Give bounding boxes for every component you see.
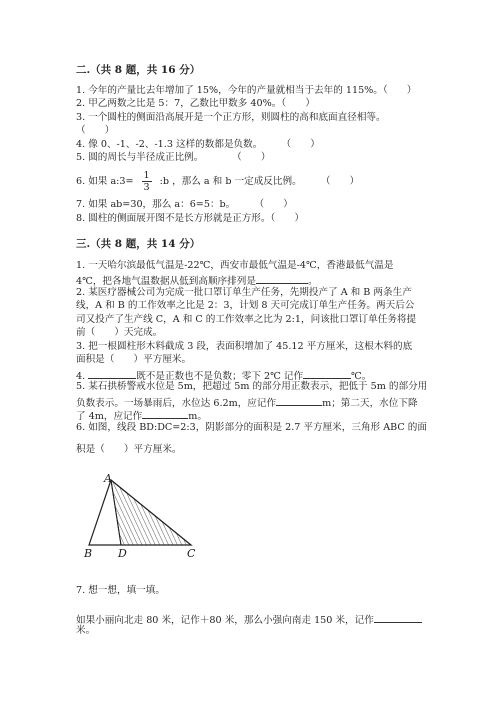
s3-q1-text: 4℃，把各地气温数据从低到高顺序排列是 — [76, 276, 256, 287]
s3-q5-text-2: m；第二天，水位下降 — [322, 398, 418, 409]
s2-q6-prefix: 6. 如果 a:3= — [76, 176, 134, 187]
fraction-denominator: 3 — [143, 182, 150, 193]
s2-question-6 — [76, 170, 359, 194]
s3-question-3-line-2: 面积是（ ）平方厘米。 — [76, 354, 192, 365]
s3-q4-number: 4. — [76, 371, 89, 382]
s3-q5-text: 负数表示。一场暴雨后，水位达 6.2m，应记作 — [76, 398, 277, 409]
s3-q5-text-3: 了 4m，应记作 — [76, 411, 143, 422]
section-2-title: 二.（共 8 题，共 16 分） — [76, 64, 201, 76]
s3-q4-text: 既不是正数也不是负数；零下 2℃ 记作 — [136, 371, 304, 382]
s2-question-1: 1. 今年的产量比去年增加了 15%，今年的产量就相当于去年的 115%。（ ） — [76, 85, 417, 96]
s3-question-7-text — [76, 612, 422, 627]
s3-question-2-line-3: 司又投产了生产线 C，A 和 C 的工作效率之比为 2:1，问该批口罩订单任务将提 — [76, 314, 417, 325]
section-3-title: 三.（共 8 题，共 14 分） — [76, 238, 201, 250]
s3-question-5: 5. 某石拱桥警戒水位是 5m，把超过 5m 的部分用正数表示，把低于 5m 的部分用 — [76, 381, 428, 392]
s3-question-3: 3. 把一根圆柱形木料截成 3 段，表面积增加了 45.12 平方厘米，这根木料的底 — [76, 341, 413, 352]
answer-blank[interactable] — [88, 368, 136, 379]
label-C: C — [187, 547, 196, 560]
s3-q1-end: 。 — [307, 276, 318, 287]
s3-question-2-line-4: 前（ ）天完成。 — [76, 327, 163, 338]
triangle-figure — [76, 470, 206, 560]
answer-blank[interactable] — [256, 273, 308, 284]
s3-question-1-line-2 — [76, 273, 318, 288]
answer-blank[interactable] — [142, 408, 188, 419]
s3-question-7-text-2: 米。 — [76, 625, 96, 636]
s2-question-5: 5. 圆的周长与半径成正比例。 （ ） — [76, 152, 271, 163]
s3-question-2-line-2: 线，A 和 B 的工作效率之比是 2：3，计划 8 天可完成订单生产任务。两天后公 — [76, 300, 415, 311]
s2-question-8: 8. 圆柱的侧面展开图不是长方形就是正方形。（ ） — [76, 213, 305, 224]
s2-question-2: 2. 甲乙两数之比是 5：7，乙数比甲数多 40%。（ ） — [76, 98, 315, 109]
s3-q7-text: 如果小丽向北走 80 米，记作＋80 米，那么小强向南走 150 米，记作 — [76, 615, 374, 626]
s3-question-2: 2. 某医疗器械公司为完成一批口罩订单生产任务，先期投产了 A 和 B 两条生产 — [76, 287, 412, 298]
answer-blank[interactable] — [303, 368, 351, 379]
answer-blank[interactable] — [276, 395, 322, 406]
s2-question-3-paren: （ ） — [76, 125, 115, 136]
s3-question-5-line-3 — [76, 408, 207, 423]
fraction-one-third — [142, 170, 152, 193]
s2-question-7: 7. 如果 ab=30，那么 a：6=5：b。 （ ） — [76, 199, 293, 210]
fraction-numerator: 1 — [143, 170, 150, 181]
s3-question-7: 7. 想一想，填一填。 — [76, 585, 165, 596]
s2-question-4: 4. 像 0、-1、-2、-1.3 这样的数都是负数。 （ ） — [76, 139, 320, 150]
label-B: B — [84, 547, 93, 560]
s3-question-6-line-2: 积是（ ）平方厘米。 — [76, 444, 182, 455]
label-D: D — [118, 547, 127, 560]
s2-q6-suffix: :b ，那么 a 和 b 一定成反比例。 （ ） — [159, 176, 360, 187]
s3-question-6: 6. 如图，线段 BD:DC=2:3，阴影部分的面积是 2.7 平方厘米，三角形 ABC 的面 — [76, 422, 427, 433]
answer-blank[interactable] — [374, 612, 422, 623]
s3-q5-unit: m。 — [188, 411, 207, 422]
s3-q4-unit: ℃。 — [351, 371, 372, 382]
label-A: A — [104, 472, 112, 485]
s3-question-1: 1. 一天哈尔滨最低气温是-22℃，西安市最低气温是-4℃，香港最低气温是 — [76, 260, 394, 271]
s2-question-3: 3. 一个圆柱的侧面沿高展开是一个正方形，则圆柱的高和底面直径相等。 — [76, 112, 386, 123]
